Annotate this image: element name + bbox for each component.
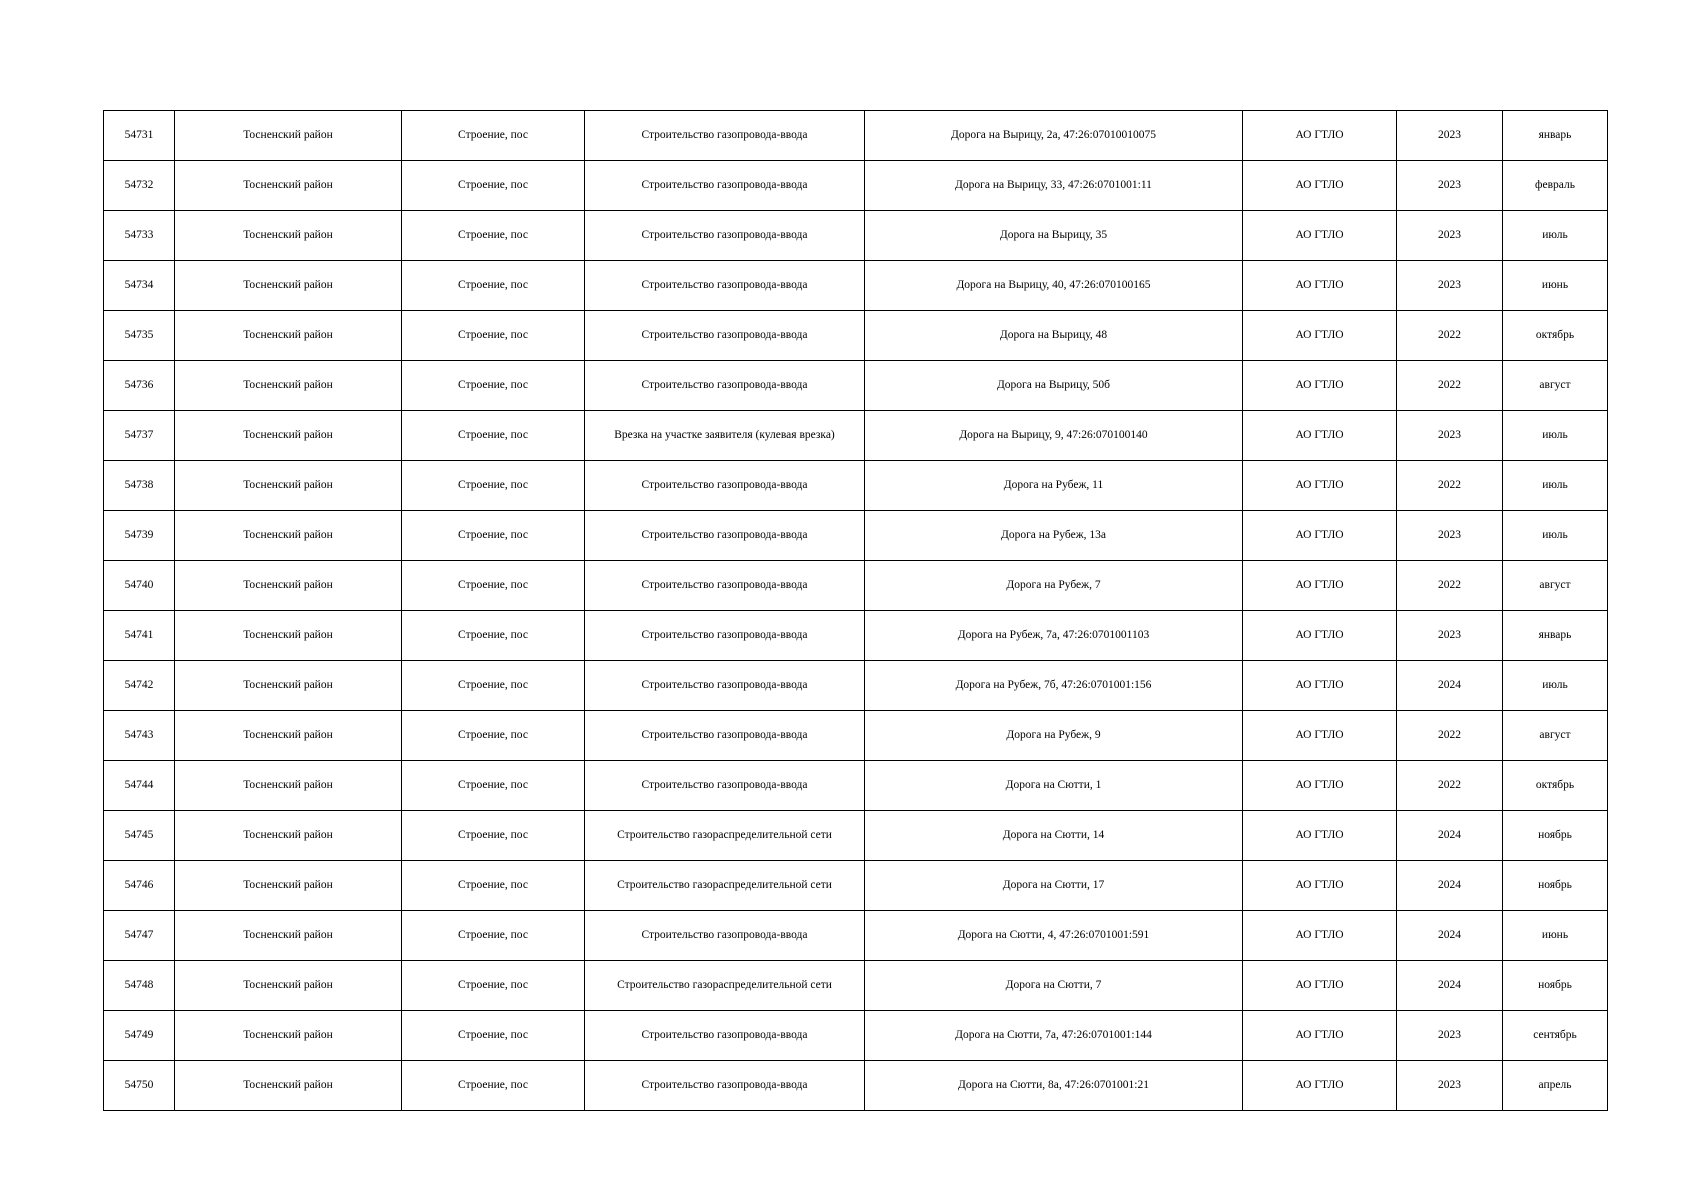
cell-district: Тосненский район <box>175 661 402 711</box>
cell-object-type: Строение, пос <box>402 761 585 811</box>
cell-work-type: Строительство газопровода-ввода <box>585 311 865 361</box>
cell-district: Тосненский район <box>175 1011 402 1061</box>
cell-organization: АО ГТЛО <box>1243 511 1397 561</box>
cell-object-type: Строение, пос <box>402 511 585 561</box>
table-row <box>104 911 1608 961</box>
cell-work-type: Строительство газопровода-ввода <box>585 561 865 611</box>
cell-object-type: Строение, пос <box>402 311 585 361</box>
cell-address: Дорога на Сютти, 4, 47:26:0701001:591 <box>865 911 1243 961</box>
cell-month: август <box>1503 561 1608 611</box>
cell-year: 2023 <box>1397 511 1503 561</box>
cell-work-type: Строительство газопровода-ввода <box>585 711 865 761</box>
cell-month: июль <box>1503 461 1608 511</box>
cell-district: Тосненский район <box>175 211 402 261</box>
cell-address: Дорога на Рубеж, 7б, 47:26:0701001:156 <box>865 661 1243 711</box>
cell-month: ноябрь <box>1503 811 1608 861</box>
cell-work-type: Строительство газопровода-ввода <box>585 761 865 811</box>
cell-year: 2022 <box>1397 561 1503 611</box>
cell-id: 54745 <box>104 811 175 861</box>
cell-address: Дорога на Рубеж, 7а, 47:26:0701001103 <box>865 611 1243 661</box>
cell-id: 54739 <box>104 511 175 561</box>
cell-object-type: Строение, пос <box>402 611 585 661</box>
cell-id: 54743 <box>104 711 175 761</box>
table-row <box>104 111 1608 161</box>
cell-address: Дорога на Вырицу, 40, 47:26:070100165 <box>865 261 1243 311</box>
cell-object-type: Строение, пос <box>402 961 585 1011</box>
cell-id: 54747 <box>104 911 175 961</box>
cell-work-type: Строительство газопровода-ввода <box>585 1061 865 1111</box>
cell-object-type: Строение, пос <box>402 1061 585 1111</box>
cell-id: 54732 <box>104 161 175 211</box>
cell-work-type: Строительство газопровода-ввода <box>585 611 865 661</box>
cell-work-type: Строительство газопровода-ввода <box>585 661 865 711</box>
cell-district: Тосненский район <box>175 761 402 811</box>
table-row <box>104 711 1608 761</box>
cell-year: 2024 <box>1397 861 1503 911</box>
cell-object-type: Строение, пос <box>402 461 585 511</box>
cell-year: 2023 <box>1397 211 1503 261</box>
cell-year: 2023 <box>1397 111 1503 161</box>
cell-object-type: Строение, пос <box>402 261 585 311</box>
table-row <box>104 611 1608 661</box>
cell-id: 54746 <box>104 861 175 911</box>
cell-address: Дорога на Сютти, 7а, 47:26:0701001:144 <box>865 1011 1243 1061</box>
cell-id: 54750 <box>104 1061 175 1111</box>
cell-object-type: Строение, пос <box>402 711 585 761</box>
cell-month: ноябрь <box>1503 961 1608 1011</box>
table-row <box>104 811 1608 861</box>
cell-work-type: Строительство газопровода-ввода <box>585 111 865 161</box>
cell-work-type: Врезка на участке заявителя (кулевая врезка) <box>585 411 865 461</box>
cell-id: 54731 <box>104 111 175 161</box>
cell-month: июль <box>1503 661 1608 711</box>
cell-address: Дорога на Вырицу, 48 <box>865 311 1243 361</box>
table-row <box>104 411 1608 461</box>
cell-work-type: Строительство газопровода-ввода <box>585 911 865 961</box>
cell-year: 2022 <box>1397 361 1503 411</box>
cell-id: 54736 <box>104 361 175 411</box>
cell-address: Дорога на Вырицу, 2а, 47:26:07010010075 <box>865 111 1243 161</box>
cell-object-type: Строение, пос <box>402 211 585 261</box>
table-row <box>104 961 1608 1011</box>
cell-work-type: Строительство газораспределительной сети <box>585 861 865 911</box>
cell-district: Тосненский район <box>175 861 402 911</box>
cell-id: 54741 <box>104 611 175 661</box>
table-row <box>104 461 1608 511</box>
cell-object-type: Строение, пос <box>402 111 585 161</box>
cell-organization: АО ГТЛО <box>1243 411 1397 461</box>
cell-year: 2024 <box>1397 911 1503 961</box>
cell-district: Тосненский район <box>175 461 402 511</box>
cell-organization: АО ГТЛО <box>1243 361 1397 411</box>
cell-address: Дорога на Сютти, 1 <box>865 761 1243 811</box>
table-row <box>104 511 1608 561</box>
cell-organization: АО ГТЛО <box>1243 711 1397 761</box>
cell-address: Дорога на Вырицу, 35 <box>865 211 1243 261</box>
gasification-table <box>103 110 1608 1111</box>
cell-year: 2024 <box>1397 961 1503 1011</box>
table-row <box>104 261 1608 311</box>
cell-year: 2024 <box>1397 811 1503 861</box>
cell-year: 2023 <box>1397 1061 1503 1111</box>
cell-year: 2022 <box>1397 311 1503 361</box>
cell-month: июль <box>1503 411 1608 461</box>
cell-organization: АО ГТЛО <box>1243 461 1397 511</box>
cell-district: Тосненский район <box>175 111 402 161</box>
cell-month: август <box>1503 361 1608 411</box>
cell-year: 2024 <box>1397 661 1503 711</box>
table-row <box>104 211 1608 261</box>
cell-district: Тосненский район <box>175 161 402 211</box>
cell-address: Дорога на Рубеж, 7 <box>865 561 1243 611</box>
cell-month: октябрь <box>1503 761 1608 811</box>
cell-address: Дорога на Сютти, 8а, 47:26:0701001:21 <box>865 1061 1243 1111</box>
cell-district: Тосненский район <box>175 711 402 761</box>
cell-id: 54735 <box>104 311 175 361</box>
cell-id: 54738 <box>104 461 175 511</box>
table-row <box>104 161 1608 211</box>
cell-work-type: Строительство газопровода-ввода <box>585 161 865 211</box>
cell-object-type: Строение, пос <box>402 861 585 911</box>
cell-organization: АО ГТЛО <box>1243 861 1397 911</box>
cell-district: Тосненский район <box>175 311 402 361</box>
table-body <box>104 111 1608 1111</box>
cell-object-type: Строение, пос <box>402 661 585 711</box>
cell-id: 54749 <box>104 1011 175 1061</box>
cell-organization: АО ГТЛО <box>1243 311 1397 361</box>
cell-work-type: Строительство газопровода-ввода <box>585 211 865 261</box>
cell-object-type: Строение, пос <box>402 911 585 961</box>
cell-work-type: Строительство газораспределительной сети <box>585 961 865 1011</box>
cell-work-type: Строительство газопровода-ввода <box>585 361 865 411</box>
cell-district: Тосненский район <box>175 561 402 611</box>
cell-work-type: Строительство газопровода-ввода <box>585 261 865 311</box>
cell-id: 54740 <box>104 561 175 611</box>
cell-month: февраль <box>1503 161 1608 211</box>
cell-id: 54737 <box>104 411 175 461</box>
cell-year: 2023 <box>1397 611 1503 661</box>
table-row <box>104 761 1608 811</box>
cell-month: январь <box>1503 111 1608 161</box>
cell-month: январь <box>1503 611 1608 661</box>
cell-address: Дорога на Сютти, 14 <box>865 811 1243 861</box>
table-row <box>104 311 1608 361</box>
cell-district: Тосненский район <box>175 611 402 661</box>
cell-organization: АО ГТЛО <box>1243 961 1397 1011</box>
cell-organization: АО ГТЛО <box>1243 761 1397 811</box>
cell-organization: АО ГТЛО <box>1243 611 1397 661</box>
cell-organization: АО ГТЛО <box>1243 211 1397 261</box>
cell-month: август <box>1503 711 1608 761</box>
cell-year: 2023 <box>1397 1011 1503 1061</box>
cell-id: 54733 <box>104 211 175 261</box>
cell-organization: АО ГТЛО <box>1243 911 1397 961</box>
cell-address: Дорога на Рубеж, 11 <box>865 461 1243 511</box>
table-row <box>104 661 1608 711</box>
cell-object-type: Строение, пос <box>402 361 585 411</box>
cell-address: Дорога на Сютти, 17 <box>865 861 1243 911</box>
cell-organization: АО ГТЛО <box>1243 661 1397 711</box>
cell-id: 54742 <box>104 661 175 711</box>
cell-work-type: Строительство газопровода-ввода <box>585 461 865 511</box>
cell-district: Тосненский район <box>175 411 402 461</box>
cell-year: 2023 <box>1397 161 1503 211</box>
cell-month: июль <box>1503 211 1608 261</box>
cell-organization: АО ГТЛО <box>1243 561 1397 611</box>
table-row <box>104 1011 1608 1061</box>
cell-district: Тосненский район <box>175 361 402 411</box>
table-row <box>104 561 1608 611</box>
cell-address: Дорога на Вырицу, 33, 47:26:0701001:11 <box>865 161 1243 211</box>
cell-month: июнь <box>1503 911 1608 961</box>
cell-district: Тосненский район <box>175 811 402 861</box>
cell-address: Дорога на Вырицу, 50б <box>865 361 1243 411</box>
cell-address: Дорога на Рубеж, 9 <box>865 711 1243 761</box>
cell-object-type: Строение, пос <box>402 811 585 861</box>
cell-organization: АО ГТЛО <box>1243 811 1397 861</box>
cell-district: Тосненский район <box>175 511 402 561</box>
cell-year: 2022 <box>1397 761 1503 811</box>
cell-organization: АО ГТЛО <box>1243 1011 1397 1061</box>
table-row <box>104 861 1608 911</box>
cell-work-type: Строительство газопровода-ввода <box>585 1011 865 1061</box>
cell-year: 2023 <box>1397 261 1503 311</box>
cell-id: 54748 <box>104 961 175 1011</box>
cell-district: Тосненский район <box>175 1061 402 1111</box>
cell-month: октябрь <box>1503 311 1608 361</box>
cell-year: 2022 <box>1397 711 1503 761</box>
cell-object-type: Строение, пос <box>402 161 585 211</box>
cell-month: июль <box>1503 511 1608 561</box>
cell-object-type: Строение, пос <box>402 411 585 461</box>
cell-month: июнь <box>1503 261 1608 311</box>
cell-address: Дорога на Вырицу, 9, 47:26:070100140 <box>865 411 1243 461</box>
table-row <box>104 1061 1608 1111</box>
table-row <box>104 361 1608 411</box>
cell-organization: АО ГТЛО <box>1243 1061 1397 1111</box>
cell-organization: АО ГТЛО <box>1243 261 1397 311</box>
cell-object-type: Строение, пос <box>402 1011 585 1061</box>
cell-organization: АО ГТЛО <box>1243 111 1397 161</box>
cell-year: 2023 <box>1397 411 1503 461</box>
cell-address: Дорога на Сютти, 7 <box>865 961 1243 1011</box>
cell-district: Тосненский район <box>175 961 402 1011</box>
cell-month: сентябрь <box>1503 1011 1608 1061</box>
cell-work-type: Строительство газораспределительной сети <box>585 811 865 861</box>
cell-organization: АО ГТЛО <box>1243 161 1397 211</box>
cell-id: 54734 <box>104 261 175 311</box>
cell-year: 2022 <box>1397 461 1503 511</box>
cell-id: 54744 <box>104 761 175 811</box>
cell-address: Дорога на Рубеж, 13а <box>865 511 1243 561</box>
cell-district: Тосненский район <box>175 261 402 311</box>
cell-month: ноябрь <box>1503 861 1608 911</box>
cell-work-type: Строительство газопровода-ввода <box>585 511 865 561</box>
cell-month: апрель <box>1503 1061 1608 1111</box>
cell-district: Тосненский район <box>175 911 402 961</box>
cell-object-type: Строение, пос <box>402 561 585 611</box>
